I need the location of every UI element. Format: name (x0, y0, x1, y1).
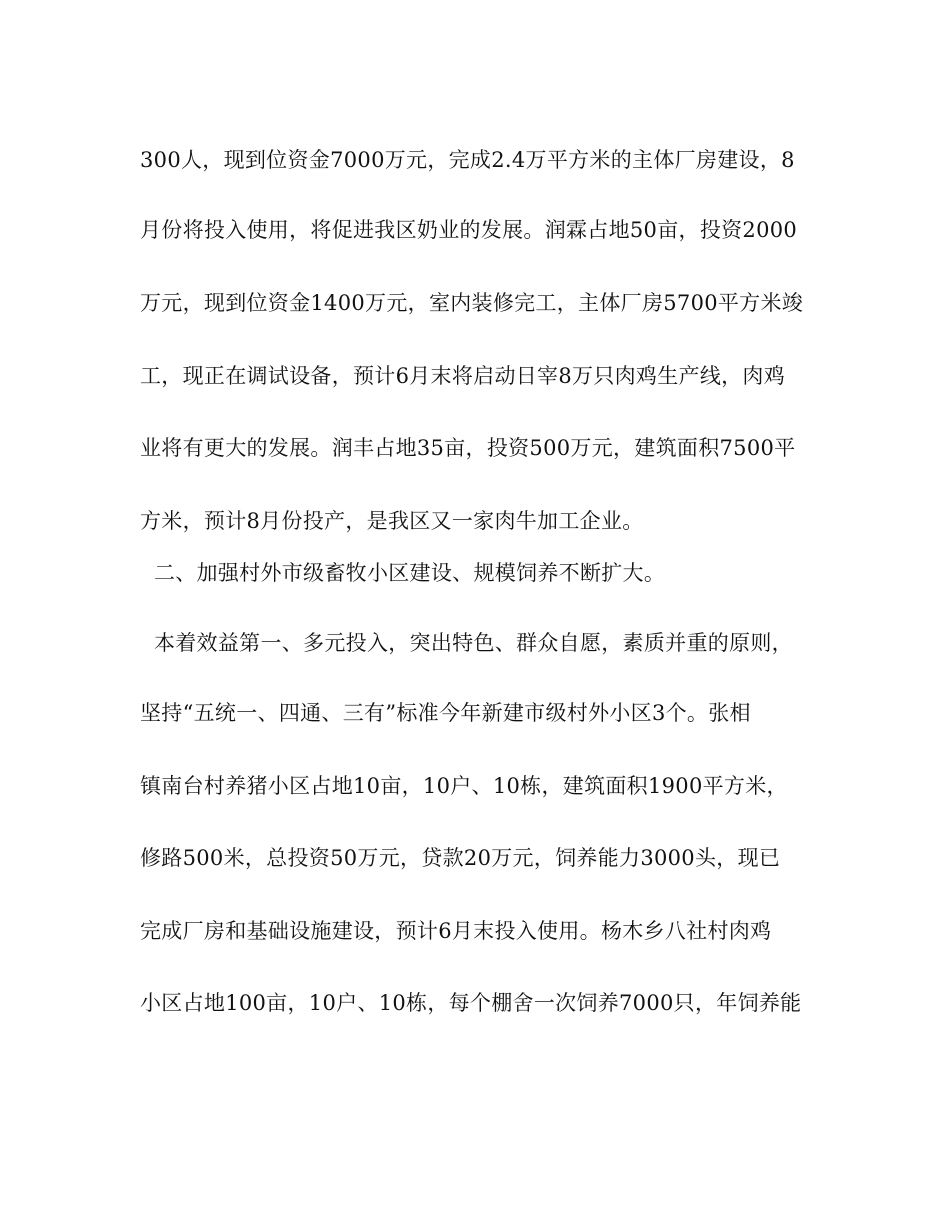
text-line-12: 完成厂房和基础设施建设，预计6月末投入使用。杨木乡八社村肉鸡 (140, 919, 772, 943)
text-line-2: 月份将投入使用，将促进我区奶业的发展。润霖占地50亩，投资2000 (140, 218, 798, 242)
text-line-11: 修路500米，总投资50万元，贷款20万元，饲养能力3000头，现已 (140, 846, 781, 870)
text-line-6: 方米，预计8月份投产，是我区又一家肉牛加工企业。 (140, 509, 644, 533)
text-line-4: 工，现正在调试设备，预计6月末将启动日宰8万只肉鸡生产线，肉鸡 (140, 364, 786, 388)
paragraph-start-line: 本着效益第一、多元投入，突出特色、群众自愿，素质并重的原则， (140, 631, 793, 655)
text-line-13: 小区占地100亩，10户、10栋，每个棚舍一次饲养7000只，年饲养能 (140, 991, 802, 1015)
text-line-1: 300人，现到位资金7000万元，完成2.4万平方米的主体厂房建设，8 (140, 148, 795, 172)
text-line-5: 业将有更大的发展。润丰占地35亩，投资500万元，建筑面积7500平 (140, 436, 796, 460)
text-line-3: 万元，现到位资金1400万元，室内装修完工，主体厂房5700平方米竣 (140, 291, 804, 315)
text-line-10: 镇南台村养猪小区占地10亩，10户、10栋，建筑面积1900平方米， (140, 774, 788, 798)
text-line-9: 坚持“五统一、四通、三有”标准今年新建市级村外小区3个。张相 (140, 701, 751, 725)
section-heading: 二、加强村外市级畜牧小区建设、规模饲养不断扩大。 (140, 561, 666, 585)
